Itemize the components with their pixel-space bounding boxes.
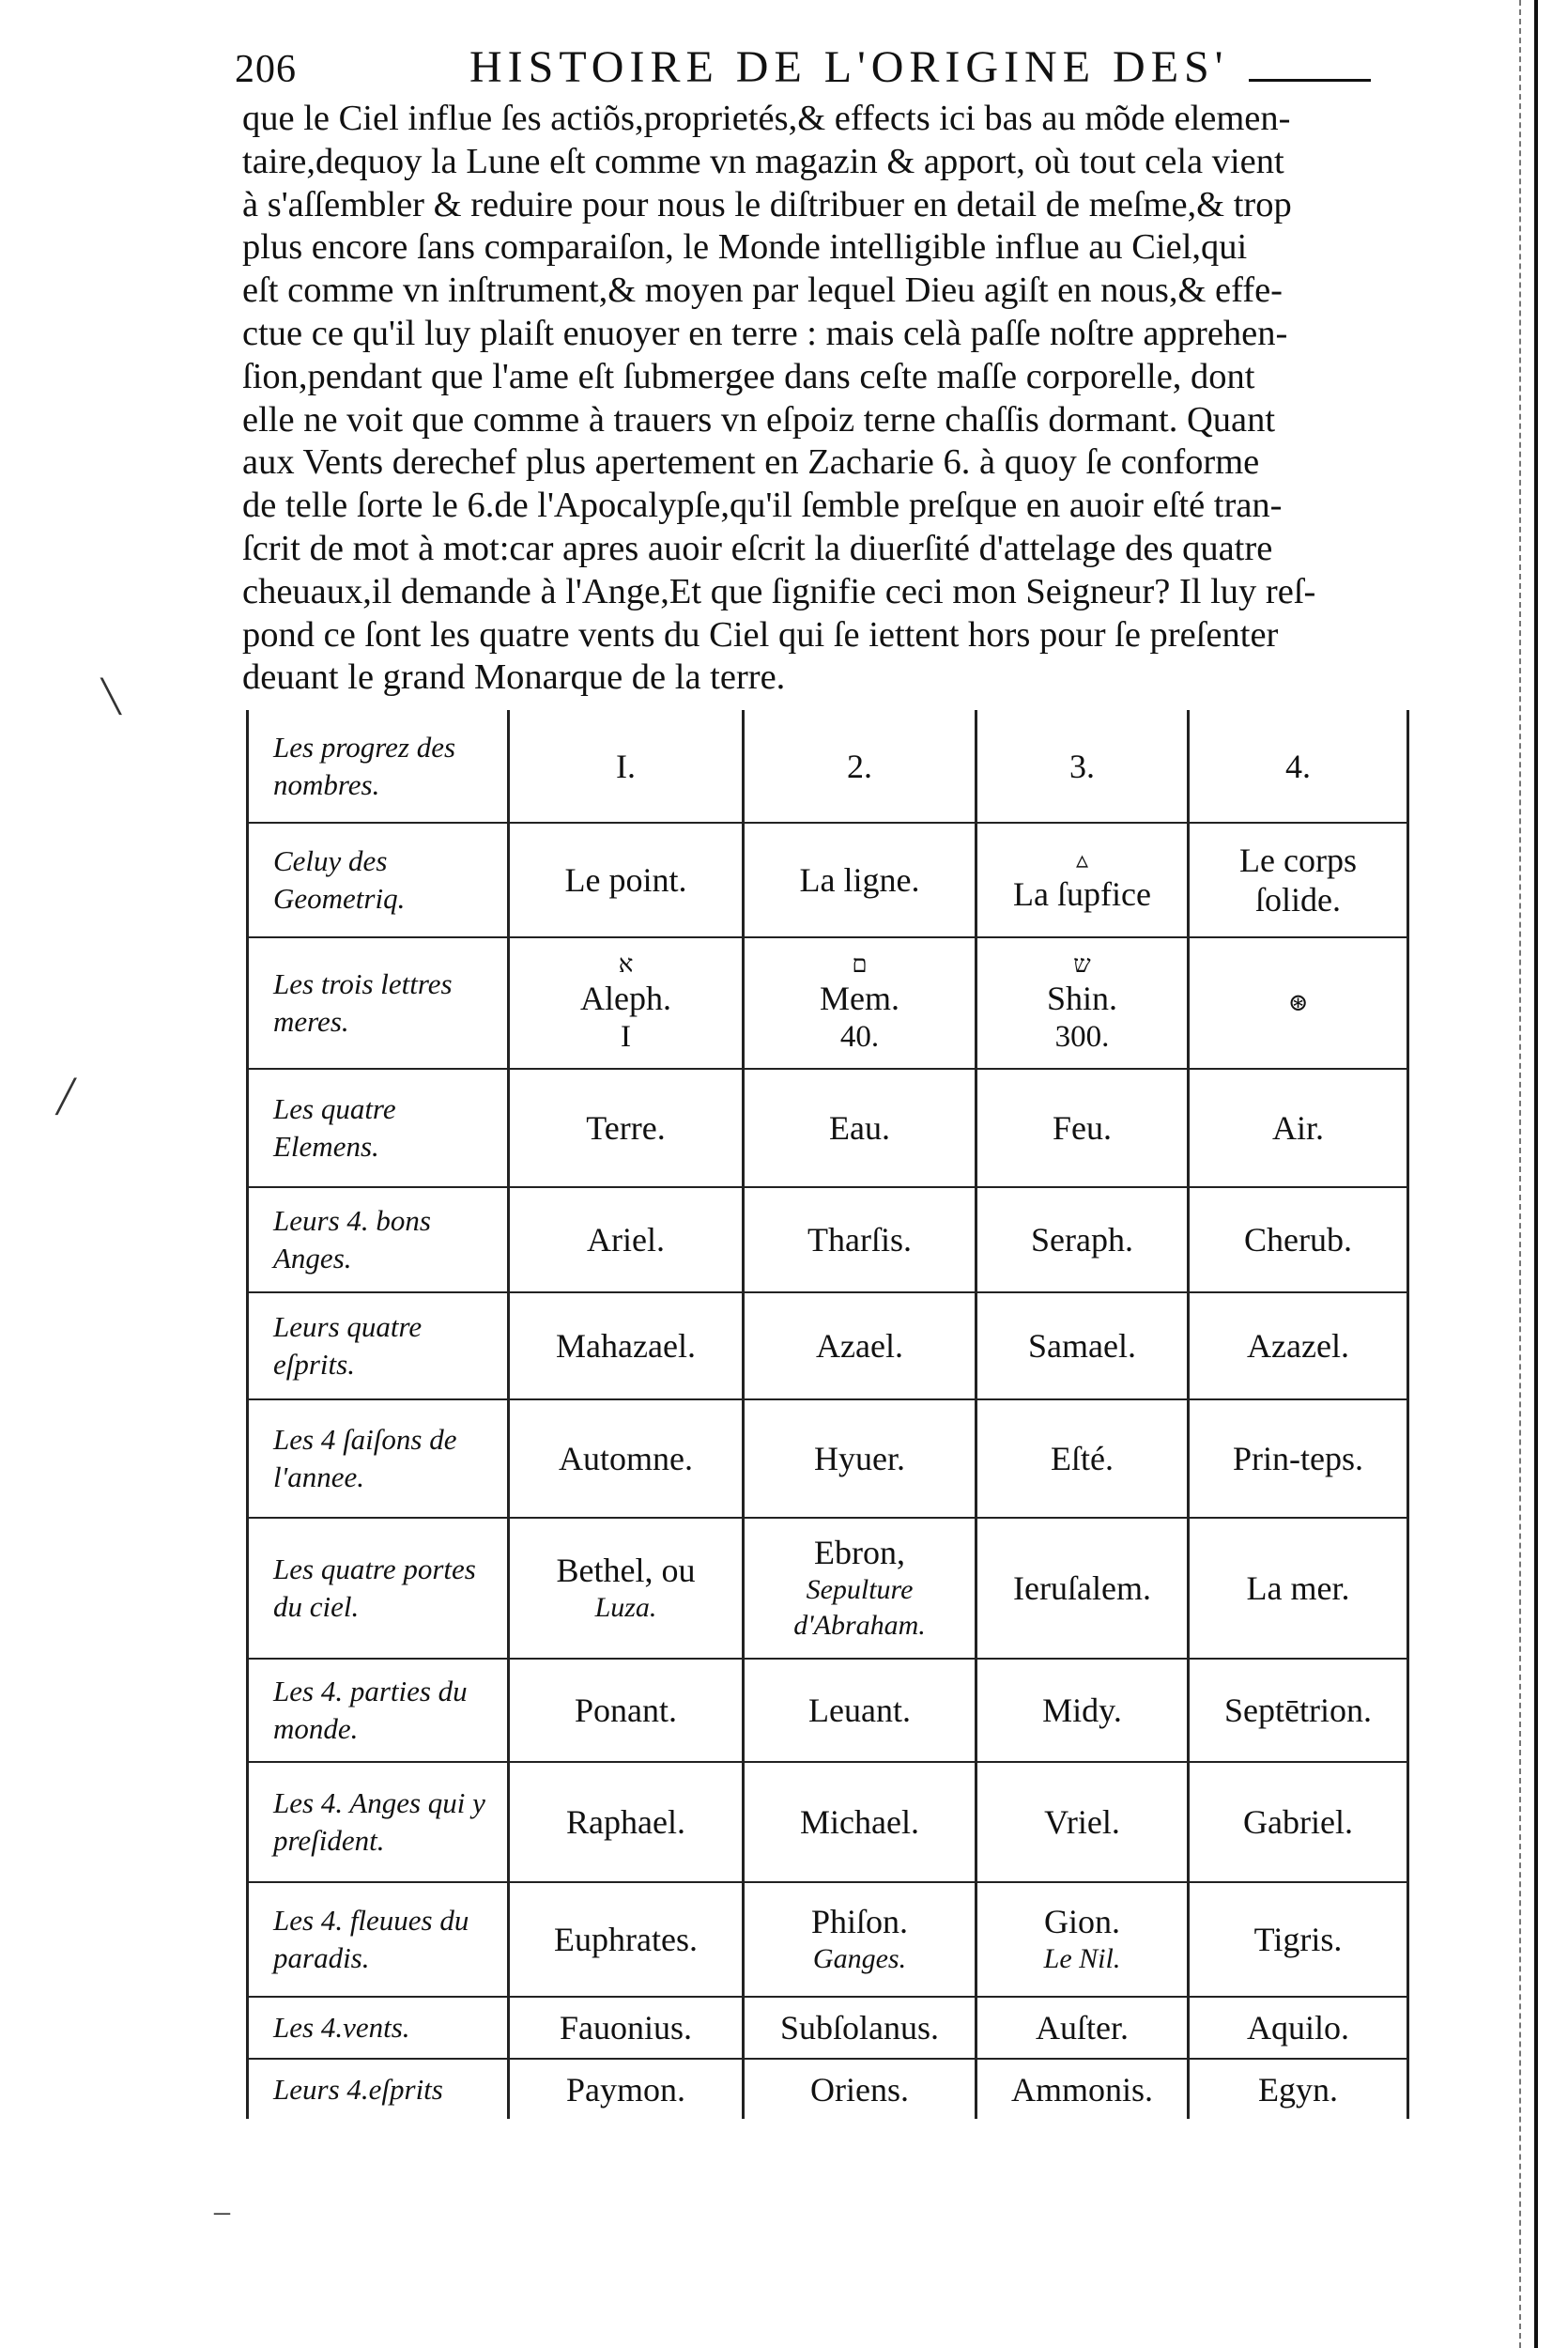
table-row — [248, 1882, 1408, 1997]
table-cell — [744, 1399, 976, 1518]
cell-value: Tharſis. — [807, 1221, 912, 1259]
cell-note: Luza. — [594, 1592, 657, 1623]
cell-value: Paymon. — [565, 2070, 685, 2109]
page-edge-shadow — [1519, 0, 1521, 2348]
table-cell — [509, 823, 744, 937]
table-cell — [744, 937, 976, 1069]
table-row — [248, 1659, 1408, 1762]
table-cell — [976, 1659, 1189, 1762]
table-row — [248, 1997, 1408, 2059]
cell-value: Le corps ſolide. — [1239, 842, 1357, 919]
cell-value: Prin-teps. — [1233, 1440, 1363, 1477]
table-cell — [744, 1882, 976, 1997]
cell-symbol: ⊛ — [1287, 989, 1309, 1016]
cell-value: Euphrates. — [554, 1921, 698, 1958]
table-cell — [976, 1997, 1189, 2059]
cell-value: Air. — [1271, 1109, 1324, 1147]
cell-value: Azazel. — [1247, 1327, 1349, 1365]
table-cell — [976, 1187, 1189, 1292]
table-cell — [976, 710, 1189, 823]
cell-value: Vriel. — [1044, 1803, 1120, 1841]
table-cell — [744, 1187, 976, 1292]
cell-value: Ponant. — [574, 1691, 677, 1729]
cell-note: Le Nil. — [1043, 1943, 1121, 1974]
text-line: ſcrit de mot à mot:car apres auoir eſcrit la diuerſité d'attelage des quatre — [242, 528, 1273, 568]
table-cell — [1189, 1399, 1408, 1518]
table-cell — [1189, 823, 1408, 937]
cell-value: Gion. — [1044, 1903, 1120, 1940]
cell-value: Aquilo. — [1246, 2009, 1349, 2047]
table-cell — [976, 1762, 1189, 1882]
cell-value: Raphael. — [566, 1803, 685, 1841]
table-cell — [976, 1069, 1189, 1187]
cell-symbol: ▵ — [1075, 846, 1089, 873]
cell-value: Bethel, ou — [556, 1552, 696, 1589]
table-cell — [1189, 2059, 1408, 2119]
table-cell — [1189, 1292, 1408, 1399]
table-cell — [1189, 1518, 1408, 1659]
table-cell — [976, 937, 1189, 1069]
table-row — [248, 1292, 1408, 1399]
cell-value: Ammonis. — [1010, 2070, 1153, 2109]
table-cell — [744, 710, 976, 823]
cell-value: Aleph. — [580, 980, 671, 1017]
cell-value: Michael. — [800, 1803, 919, 1841]
row-label: Les quatre Elemens. — [248, 1069, 509, 1187]
table-row — [248, 1187, 1408, 1292]
table-cell — [1189, 1187, 1408, 1292]
table-row — [248, 2059, 1408, 2119]
page-edge-line — [1534, 0, 1538, 2348]
text-line: eſt comme vn inſtrument,& moyen par lequel Dieu agiſt en nous,& effe- — [242, 270, 1284, 311]
table-cell — [976, 823, 1189, 937]
table-row — [248, 823, 1408, 937]
cell-value: Egyn. — [1258, 2070, 1338, 2109]
cell-symbol: ם — [852, 950, 868, 978]
cell-value: 3. — [1069, 747, 1095, 785]
cell-number: 300. — [1054, 1020, 1110, 1054]
table-cell — [744, 1518, 976, 1659]
cell-value: La mer. — [1246, 1569, 1350, 1607]
table-cell — [744, 1659, 976, 1762]
cell-value: Septētrion. — [1224, 1691, 1372, 1729]
table-cell — [1189, 1997, 1408, 2059]
table-cell — [976, 1292, 1189, 1399]
table-cell — [509, 1187, 744, 1292]
cell-value: Automne. — [559, 1440, 693, 1477]
table-cell — [976, 2059, 1189, 2119]
table-row — [248, 1762, 1408, 1882]
table-cell — [744, 823, 976, 937]
table-cell — [509, 1518, 744, 1659]
table-cell — [744, 1069, 976, 1187]
table-cell — [976, 1399, 1189, 1518]
cell-value: Fauonius. — [559, 2009, 692, 2047]
cell-value: Eau. — [829, 1109, 890, 1147]
cell-value: Mahazael. — [556, 1327, 696, 1365]
table-cell — [744, 2059, 976, 2119]
table-cell — [509, 1399, 744, 1518]
cell-value: Midy. — [1042, 1691, 1122, 1729]
text-line: ſion,pendant que l'ame eſt ſubmergee dans ceſte maſſe corporelle, dont — [242, 356, 1255, 396]
text-line: elle ne voit que comme à trauers vn eſpoiz terne chaſſis dormant. Quant — [242, 399, 1276, 440]
cell-value: Ieruſalem. — [1013, 1569, 1151, 1607]
table-cell — [509, 1292, 744, 1399]
cell-value: Ariel. — [587, 1221, 665, 1259]
cell-value: Auſter. — [1036, 2009, 1129, 2047]
cell-number: I — [621, 1020, 631, 1054]
table-cell — [1189, 710, 1408, 823]
cell-symbol: ש — [1073, 950, 1091, 978]
page-header — [235, 41, 1380, 98]
cell-number: 40. — [839, 1020, 880, 1054]
row-label: Les 4. parties du monde. — [248, 1659, 509, 1762]
row-label: Les 4.vents. — [248, 1997, 509, 2059]
row-label: Leurs 4.eſprits — [248, 2059, 509, 2119]
table-cell — [509, 1069, 744, 1187]
cell-value: Eſté. — [1051, 1440, 1114, 1477]
text-line: deuant le grand Monarque de la terre. — [242, 657, 786, 698]
table-cell — [744, 1997, 976, 2059]
table-cell — [1189, 937, 1408, 1069]
table-cell — [509, 2059, 744, 2119]
cell-value: La ligne. — [799, 861, 920, 899]
text-line: de telle ſorte le 6.de l'Apocalypſe,qu'il ſemble preſque en auoir eſté tran- — [242, 486, 1283, 526]
text-line: cheuaux,il demande à l'Ange,Et que ſignifie ceci mon Seigneur? Il luy reſ- — [242, 571, 1316, 611]
cell-symbol: א — [618, 950, 634, 978]
row-label: Les quatre portes du ciel. — [248, 1518, 509, 1659]
body-paragraph — [242, 98, 1423, 700]
running-title: HISTOIRE DE L'ORIGINE DES' — [469, 42, 1229, 92]
table-cell — [1189, 1069, 1408, 1187]
cell-value: Feu. — [1053, 1109, 1112, 1147]
row-label: Les 4. Anges qui y preſident. — [248, 1762, 509, 1882]
table-cell — [1189, 1762, 1408, 1882]
cell-value: Cherub. — [1244, 1221, 1352, 1259]
table-cell — [509, 1882, 744, 1997]
cell-value: Ebron, — [814, 1534, 905, 1571]
cell-value: 2. — [847, 747, 872, 785]
cell-value: Phiſon. — [810, 1903, 909, 1940]
table-cell — [509, 1659, 744, 1762]
row-label: Leurs quatre eſprits. — [248, 1292, 509, 1399]
cell-value: Shin. — [1046, 980, 1118, 1017]
text-line: plus encore ſans comparaiſon, le Monde intelligible influe au Ciel,qui — [242, 227, 1248, 268]
table-row — [248, 937, 1408, 1069]
table-cell — [509, 1762, 744, 1882]
table-cell — [509, 937, 744, 1069]
cell-note: Ganges. — [812, 1943, 907, 1974]
cell-value: Le point. — [564, 861, 687, 899]
table-cell — [744, 1292, 976, 1399]
margin-stray-mark: ╲ — [101, 680, 121, 715]
cell-value: Azael. — [816, 1327, 903, 1365]
table-cell — [509, 710, 744, 823]
text-line: pond ce ſont les quatre vents du Ciel qui ſe iettent hors pour ſe preſenter — [242, 614, 1279, 655]
table-row — [248, 1399, 1408, 1518]
row-label: Celuy des Geometriq. — [248, 823, 509, 937]
table-row — [248, 1518, 1408, 1659]
cell-note: Sepulture d'Abraham. — [793, 1574, 926, 1641]
cell-value: 4. — [1285, 747, 1311, 785]
text-line: que le Ciel influe ſes actiõs,proprietés,& effects ici bas au mõde elemen- — [242, 99, 1291, 138]
cell-value: Samael. — [1028, 1327, 1136, 1365]
page-number: 206 — [235, 48, 297, 91]
header-rule — [1249, 79, 1371, 82]
cell-value: La ſupfice — [1013, 875, 1151, 913]
row-label: Leurs 4. bons Anges. — [248, 1187, 509, 1292]
text-line: taire,dequoy la Lune eſt comme vn magazin & apport, où tout cela vient — [242, 141, 1284, 181]
correspondence-table — [246, 710, 1409, 2119]
table-cell — [1189, 1882, 1408, 1997]
table-cell — [976, 1518, 1189, 1659]
cell-value: Seraph. — [1031, 1221, 1133, 1259]
cell-value: Hyuer. — [814, 1440, 905, 1477]
cell-value: Gabriel. — [1243, 1803, 1353, 1841]
table-cell — [1189, 1659, 1408, 1762]
cell-value: Mem. — [820, 980, 899, 1017]
margin-stray-mark: ╱ — [56, 1080, 76, 1115]
row-label: Les 4. fleuues du paradis. — [248, 1882, 509, 1997]
text-line: ctue ce qu'il luy plaiſt enuoyer en terre : mais celà paſſe noſtre apprehen- — [242, 313, 1288, 353]
text-line: à s'aſſembler & reduire pour nous le diſtribuer en detail de meſme,& trop — [242, 184, 1292, 224]
cell-value: Terre. — [586, 1109, 666, 1147]
text-line: aux Vents derechef plus apertement en Zacharie 6. à quoy ſe conforme — [242, 442, 1260, 483]
cell-value: Tigris. — [1253, 1921, 1343, 1958]
cell-value: Oriens. — [810, 2070, 909, 2109]
table-row — [248, 1069, 1408, 1187]
row-label: Les trois lettres meres. — [248, 937, 509, 1069]
table-cell — [509, 1997, 744, 2059]
row-label: Les progrez des nombres. — [248, 710, 509, 823]
margin-stray-mark: – — [214, 2194, 230, 2229]
table-row — [248, 710, 1408, 823]
cell-value: I. — [616, 747, 636, 785]
cell-value: Leuant. — [808, 1691, 911, 1729]
cell-value: Subſolanus. — [779, 2009, 939, 2047]
table-cell — [744, 1762, 976, 1882]
table-cell — [976, 1882, 1189, 1997]
row-label: Les 4 ſaiſons de l'annee. — [248, 1399, 509, 1518]
